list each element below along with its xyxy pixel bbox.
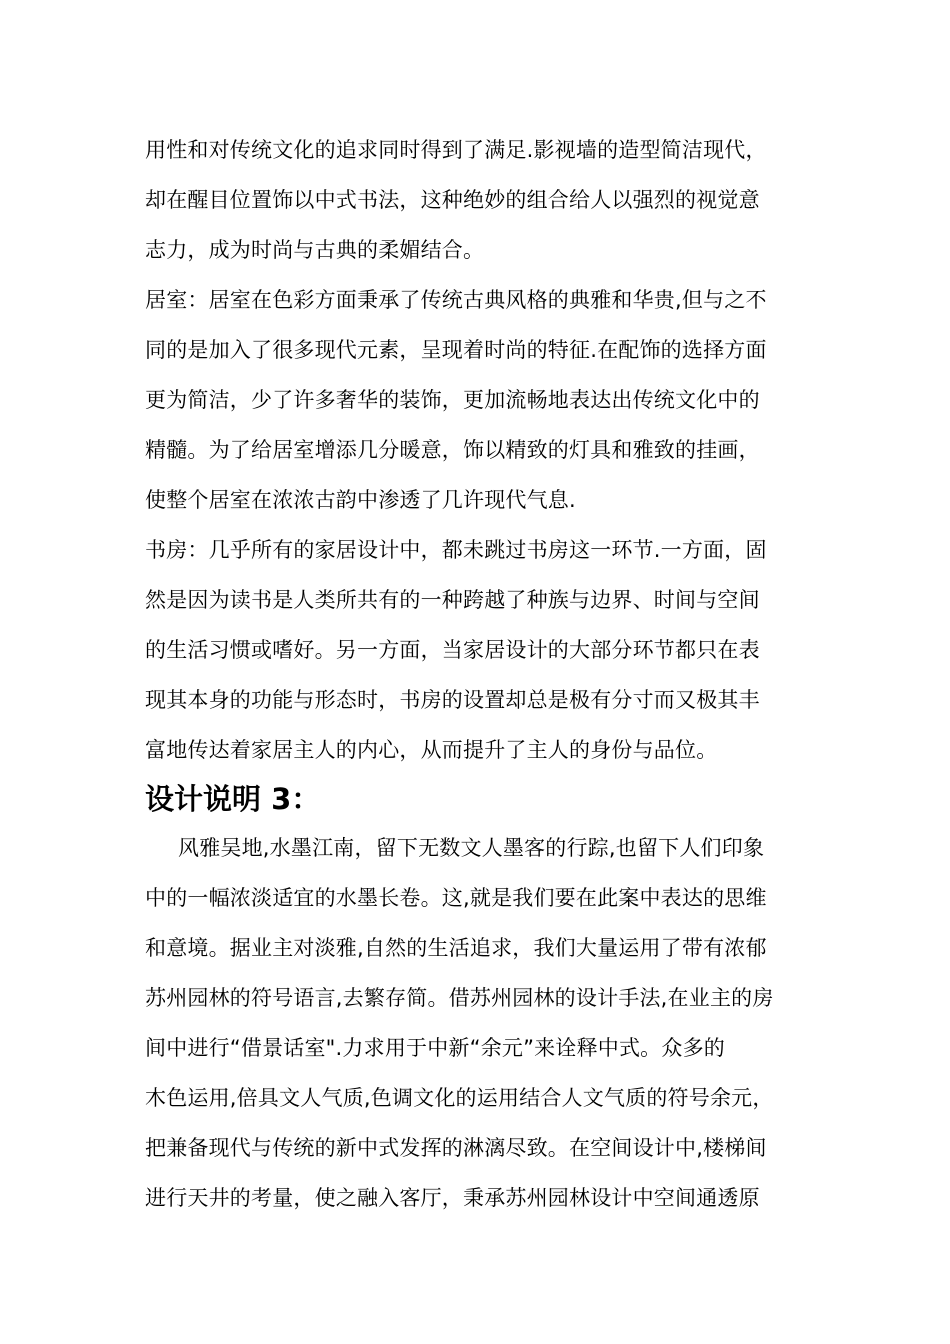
paragraph-line: 同的是加入了很多现代元素，呈现着时尚的特征.在配饰的选择方面 [145,338,767,362]
paragraph-line: 木色运用,倍具文人气质,色调文化的运用结合人文气质的符号余元， [145,1086,774,1110]
paragraph-line: 精髓。为了给居室增添几分暖意，饰以精致的灯具和雅致的挂画， [145,438,760,462]
paragraph-line: 中的一幅浓淡适宜的水墨长卷。这,就是我们要在此案中表达的思维 [145,886,767,910]
paragraph-line: 间中进行“借景话室".力求用于中新“余元”来诠释中式。众多的 [145,1036,725,1060]
paragraph-line: 风雅吴地,水墨江南，留下无数文人墨客的行踪,也留下人们印象 [178,836,765,860]
paragraph-line: 用性和对传统文化的追求同时得到了满足.影视墙的造型简洁现代， [145,138,767,162]
paragraph-line: 进行天井的考量，使之融入客厅，秉承苏州园林设计中空间通透原 [145,1186,760,1210]
paragraph-line: 把兼备现代与传统的新中式发挥的淋漓尽致。在空间设计中,楼梯间 [145,1136,767,1160]
paragraph-line: 居室：居室在色彩方面秉承了传统古典风格的典雅和华贵,但与之不 [145,288,767,312]
paragraph-line: 和意境。据业主对淡雅,自然的生活追求，我们大量运用了带有浓郁 [145,936,767,960]
paragraph-line: 然是因为读书是人类所共有的一种跨越了种族与边界、时间与空间 [145,588,760,612]
paragraph-line: 书房：几乎所有的家居设计中，都未跳过书房这一环节.一方面，固 [145,538,767,562]
paragraph-line: 更为简洁，少了许多奢华的装饰，更加流畅地表达出传统文化中的 [145,388,760,412]
paragraph-line: 苏州园林的符号语言,去繁存简。借苏州园林的设计手法,在业主的房 [145,986,774,1010]
paragraph-line: 却在醒目位置饰以中式书法，这种绝妙的组合给人以强烈的视觉意 [145,188,760,212]
section-heading: 设计说明 3： [145,782,321,816]
paragraph-line: 志力，成为时尚与古典的柔媚结合。 [145,238,485,262]
paragraph-line: 富地传达着家居主人的内心，从而提升了主人的身份与品位。 [145,738,718,762]
paragraph-line: 使整个居室在浓浓古韵中渗透了几许现代气息. [145,488,576,512]
paragraph-line: 现其本身的功能与形态时，书房的设置却总是极有分寸而又极其丰 [145,688,760,712]
paragraph-line: 的生活习惯或嗜好。另一方面，当家居设计的大部分环节都只在表 [145,638,760,662]
